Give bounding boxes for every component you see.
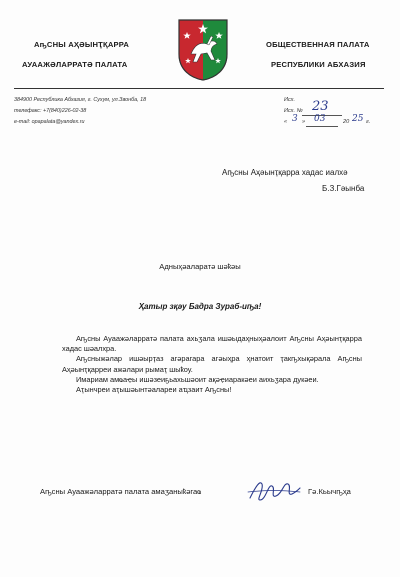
date-month: 03 <box>314 114 326 124</box>
date-year-suffix: г. <box>366 119 371 125</box>
outgoing-number-label: Исх. № <box>284 108 303 114</box>
month-underline <box>306 126 338 127</box>
abkhazia-emblem-icon <box>177 18 229 82</box>
org-phone: телефакс: +7(840)226-02-38 <box>14 108 87 114</box>
body-paragraph: Аҭынчреи аҭышәынтәалареи аҵзаит Аҧсны! <box>76 385 232 395</box>
date-year-prefix: 20 <box>343 119 350 125</box>
org-name-abkhaz-line1: АҧСНЫ АҲӘЫНҬҚАРРА <box>34 40 130 49</box>
body-paragraph: Аҧсныжәлар ишәырҭаз агәрагара агәыҳра ҳнатоит ҭакҧхықәрала Аҧсны Аҳәынҭқарреи ажәлари рымаҭ шыҟоу. <box>62 354 362 374</box>
org-name-russian-line1: ОБЩЕСТВЕННАЯ ПАЛАТА <box>266 40 370 49</box>
outgoing-label: Исх. <box>284 97 296 103</box>
addressee-name: Б.З.Гәынба <box>322 184 365 193</box>
outgoing-number-value: 23 <box>312 99 329 114</box>
letter-title: Адныҳәаларатә шәҟәы <box>159 262 241 271</box>
date-open-quote: « <box>284 119 288 125</box>
signer-role: Аҧсны Ауаажәларратә палата амаӡаныҟәгаҩ <box>40 487 202 496</box>
org-email: e-mail: opapalata@yandex.ru <box>14 119 85 125</box>
handwritten-signature-icon <box>246 476 302 506</box>
body-paragraph: Аҧсны Ауаажәларратә палата ахьӡала ишәыдаҳныҳәалоит Аҧсны Аҳәынҭқарра хадас шәалхра. <box>62 334 362 354</box>
signer-name: Гә.Кьычҧҳа <box>308 487 351 496</box>
org-address: 384900 Республика Абхазия, г. Сухум, ул.Звонба, 18 <box>14 97 147 103</box>
addressee-position: Аҧсны Аҳәынҭқарра хадас иалхә <box>222 168 348 177</box>
body-paragraph: Имариам амҩаҿы ишәзеиҕьахьшәоит ақәҿиаракәеи аихьӡара дукәеи. <box>76 374 319 384</box>
date-year: 25 <box>352 114 364 124</box>
greeting: Ҳатыр зқәу Бадра Зураб-иҧа! <box>138 302 262 311</box>
date-close-quote: » <box>302 119 306 125</box>
date-day: 3 <box>292 114 298 124</box>
letter-body <box>62 334 362 395</box>
org-name-abkhaz-line2: АУААЖӘЛАРРАТӘ ПАЛАТА <box>22 60 128 69</box>
org-name-russian-line2: РЕСПУБЛИКИ АБХАЗИЯ <box>271 60 366 69</box>
header-divider <box>14 88 384 89</box>
